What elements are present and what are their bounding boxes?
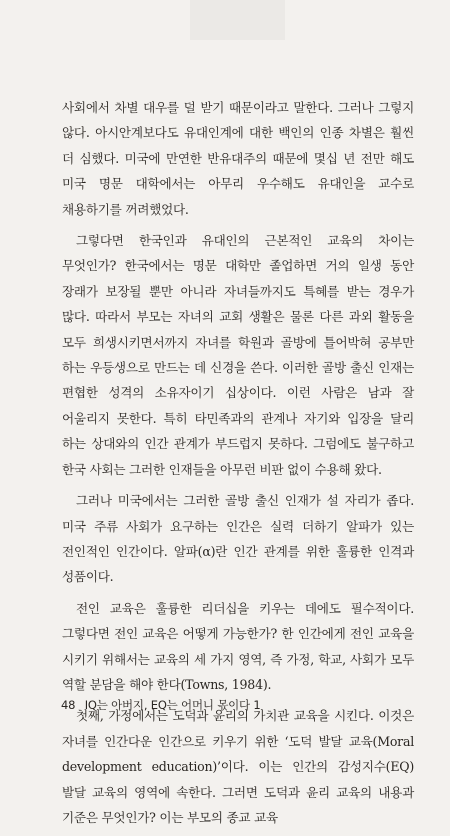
paragraph-1: 사회에서 차별 대우를 덜 받기 때문이라고 말한다. 그러나 그렇지 않다. 아시안계보다도 유대인계에 대한 백인의 인종 차별은 훨씬 더 심했다. 미국에 만연한 반유대주의 때문에 몇십 년 전만 해도 미국 명문 대학에서는 아무리 우수해도 유대인을 교수로 채용하기를 꺼려했었다. xyxy=(62,100,414,217)
paragraph-4: 전인 교육은 훌륭한 리더십을 키우는 데에도 필수적이다. 그렇다면 전인 교육은 어떻게 가능한가? 한 인간에게 전인 교육을 시키기 위해서는 교육의 세 가지 영역, 즉 가정, 학교, 사회가 모두 역할 분담을 해야 한다(Towns, 1984). xyxy=(62,600,414,692)
paragraph-3: 그러나 미국에서는 그러한 골방 출신 인재가 설 자리가 좁다. 미국 주류 사회가 요구하는 인간은 실력 더하기 알파가 있는 전인적인 인간이다. 알파(α)란 인간 관계를 위한 훌륭한 인격과 성품이다. xyxy=(62,493,414,585)
page-footer xyxy=(61,697,261,713)
running-title: IQ는 아버지, EQ는 어머니 몫이다 1 xyxy=(84,698,261,712)
page-number: 48 xyxy=(61,698,76,712)
paragraph-5: 첫째, 가정에서는 도덕과 윤리의 가치관 교육을 시킨다. 이것은 자녀를 인간다운 인간으로 키우기 위한 ‘도덕 발달 교육(Moral development education)’이다. 이는 인간의 감성지수(EQ) 발달 교육의 영역에 속한다. 그러면 도덕과 윤리 교육의 내용과 기준은 무엇인가? 이는 부모의 종교 교육 xyxy=(62,708,414,825)
bleed-through-shadow xyxy=(190,0,285,40)
paragraph-2: 그렇다면 한국인과 유대인의 근본적인 교육의 차이는 무엇인가? 한국에서는 명문 대학만 졸업하면 거의 일생 동안 장래가 보장될 뿐만 아니라 자녀들까지도 특혜를 받는 경우가 많다. 따라서 부모는 자녀의 교회 생활은 물론 다른 과외 활동을 모두 희생시키면서까지 자녀를 학원과 골방에 틀어박혀 공부만 하는 우등생으로 만드는 데 신경을 쓴다. 이러한 골방 출신 인재는 편협한 성격의 소유자이기 십상이다. 이런 사람은 남과 잘 어울리지 못한다. 특히 타민족과의 관계나 자기와 입장을 달리 하는 상대와의 인간 관계가 부드럽지 못하다. 그럼에도 불구하고 한국 사회는 그러한 인재들을 아무런 비판 없이 수용해 왔다. xyxy=(62,233,414,477)
body-text xyxy=(62,95,414,836)
